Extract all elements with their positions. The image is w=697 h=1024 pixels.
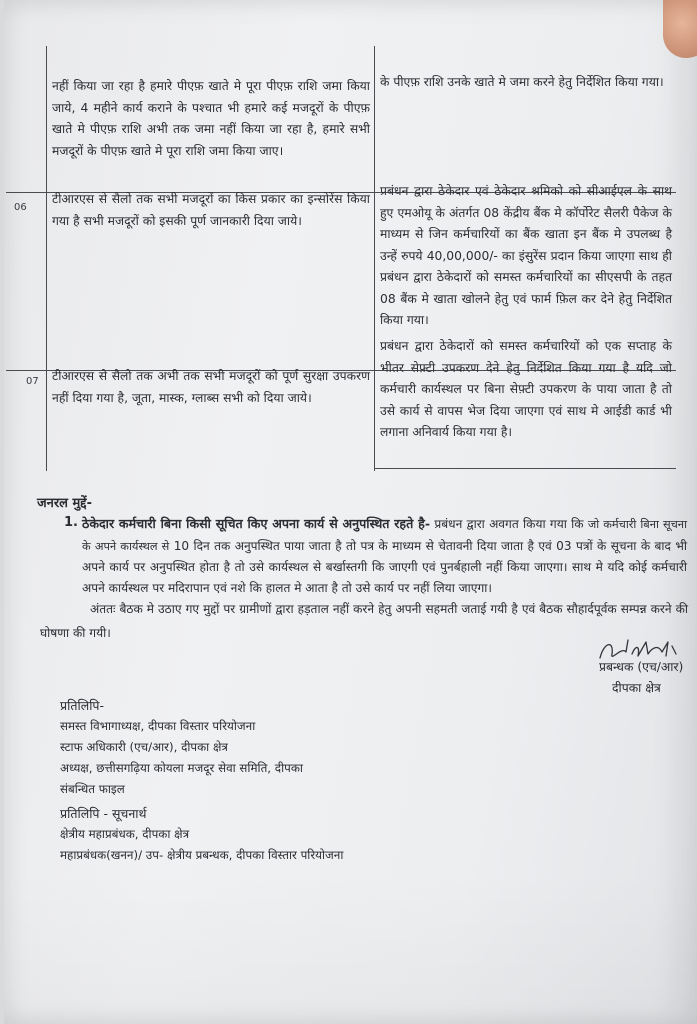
document-page: [4, 0, 697, 1024]
page-shadow: [4, 870, 697, 1024]
general-item-response: प्रबंधन द्वारा अवगत किया गया कि: [434, 517, 584, 531]
general-item-text: [82, 514, 687, 598]
table-cell-serial: 07: [26, 376, 39, 387]
table-cell-demand: टीआरएस से सैलो तक सभी मजदूरों का किस प्रकार का इन्सोरेंस किया गया है सभी मजदूरों को इसकी पूर्ण जानकारी दिया जाये।: [52, 192, 370, 228]
info-copy-block: [60, 803, 343, 866]
table-cell-serial: 06: [14, 202, 27, 213]
table-cell-demand: टीआरएस से सैलो तक अभी तक सभी मजदूरों को पूर्ण सुरक्षा उपकरण नहीं दिया गया है, जूता, मास्क, ग्लाब्स सभी को दिया जाये।: [52, 369, 370, 405]
table-border-left: [46, 46, 47, 471]
info-copy-item: महाप्रबंधक(खनन)/ उप- क्षेत्रीय प्रबन्धक, दीपका विस्तार परियोजना: [60, 848, 344, 862]
copy-to-title: प्रतिलिपि-: [60, 698, 105, 713]
signatory-place: दीपका क्षेत्र: [612, 681, 661, 695]
closing-paragraph: अंततः बैठक मे उठाए गए मुद्दों पर ग्रामीणों द्वारा हड़ताल नहीं करने हेतु अपनी सहमती जताई गयी है एवं बैठक सौहार्दपूर्वक सम्पन्न करने की घोषणा की गयी।: [40, 602, 688, 640]
info-copy-title: प्रतिलिपि - सूचनार्थ: [60, 806, 147, 821]
copy-to-item: अध्यक्ष, छत्तीसगढ़िया कोयला मजदूर सेवा समिति, दीपका: [60, 761, 303, 775]
copy-to-item: संबन्धित फाइल: [60, 782, 125, 796]
table-column-divider: [374, 46, 375, 471]
table-bottom-border: [374, 468, 676, 469]
table-cell-response: प्रबंधन द्वारा ठेकेदार एवं ठेकेदार श्रमिको को सीआईएल के साथ हुए एमओयू के अंतर्गत 08 केंद्रीय बैंक मे कॉर्पोरेट सैलरी पैकेज के माध्यम से जिन कर्मचारियों का बैंक खाता इन बैंक मे उपलब्ध है उन्हें रुपये 40,00,000/- का इंसुरेंस प्रदान किया जाएगा साथ ही प्रबंधन द्वारा ठेकेदारों को समस्त कर्मचारियों का सीएसपी के तहत 08 बैंक मे खाता खोलने हेतु एवं फार्म फ़िल कर देने हेतु निर्देशित किया गया।: [380, 184, 672, 327]
signatory-role: प्रबन्धक (एच/आर): [599, 660, 684, 674]
info-copy-item: क्षेत्रीय महाप्रबंधक, दीपका क्षेत्र: [60, 827, 190, 841]
general-item-lead: ठेकेदार कर्मचारी बिना किसी सूचित किए अपना कार्य से अनुपस्थित रहते है-: [82, 516, 431, 531]
general-item-number: 1.: [64, 515, 78, 530]
general-issues-heading: जनरल मुद्दें-: [37, 496, 92, 511]
copy-to-item: स्टाफ अधिकारी (एच/आर), दीपका क्षेत्र: [60, 740, 228, 754]
copy-to-block: [60, 695, 303, 800]
general-item-rest: 10 दिन तक अनुपस्थित पाया जाता है तो पत्र के माध्यम से चेतावनी दिया जाता है एवं 03 पत्रों के सूचना के बाद भी अपने कार्य पर अनुपस्थित होता है तो उसे कार्यस्थल से बर्खास्तगी कि जाएगी एवं पुनर्बहाली नहीं किया जाएगा। साथ मे यदि कोई कर्मचारी अपने कार्यस्थल पर मदिरापान एवं नशे कि हालत मे आता है तो उसे कार्य पर नहीं लिया जाएगा।: [82, 538, 687, 595]
table-cell-response: के पीएफ़ राशि उनके खाते मे जमा करने हेतु निर्देशित किया गया।: [380, 75, 664, 89]
table-cell-response: प्रबंधन द्वारा ठेकेदारों को समस्त कर्मचारियों को एक सप्ताह के भीतर सेफ़्टी उपकरण देने हेतु निर्देशित किया गया है यदि जो कर्मचारी कार्यस्थल पर बिना सेफ़्टी उपकरण के पाया जाता है तो उसे कार्य से वापस भेज दिया जाएगा एवं साथ मे आईडी कार्ड भी लगाना अनिवार्य किया गया है।: [380, 339, 672, 439]
general-item-small: जो कर्मचारी बिना सूचना के अपने कार्यस्थल से: [82, 518, 687, 553]
copy-to-item: समस्त विभागाध्यक्ष, दीपका विस्तार परियोजना: [60, 719, 256, 733]
table-cell-demand: नहीं किया जा रहा है हमारे पीएफ़ खाते मे पूरा पीएफ़ राशि जमा किया जाये, 4 महीने कार्य कराने के पश्चात भी हमारे कई मजदूरों के पीएफ़ खाते मे पीएफ़ राशि अभी तक जमा नहीं किया जा रहा है, हमारे सभी मजदूरों के पीएफ़ खाते मे पूरा राशि जमा किया जाए।: [52, 79, 370, 158]
minutes-table: [14, 46, 676, 471]
